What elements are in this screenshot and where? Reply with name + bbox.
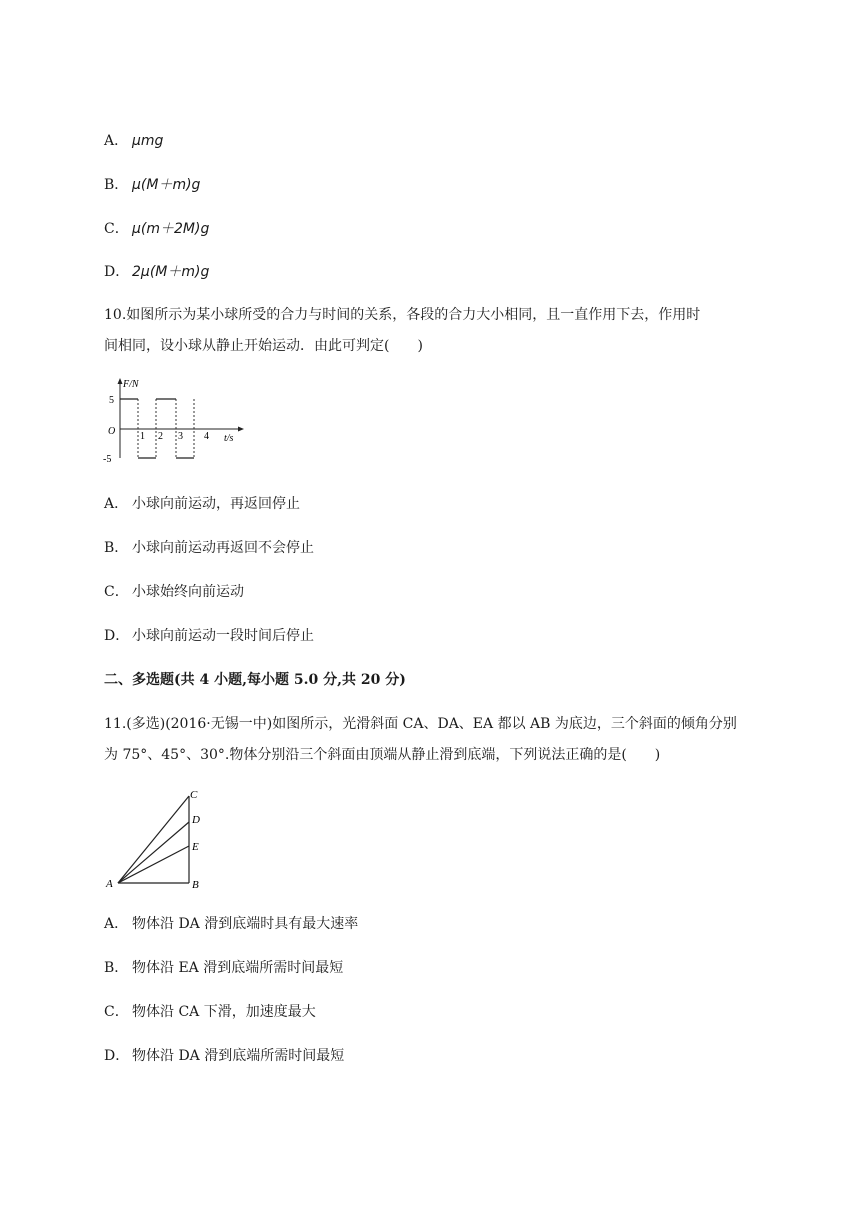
option-text: 小球向前运动，再返回停止 bbox=[132, 496, 300, 512]
y-axis-arrow bbox=[118, 378, 123, 384]
option-text: μmg bbox=[132, 133, 164, 149]
option-text: μ(M＋m)g bbox=[132, 177, 201, 193]
incline-lines bbox=[118, 796, 189, 883]
option-label: C． bbox=[104, 221, 129, 237]
option-label: C． bbox=[104, 584, 129, 600]
x-tick-label: 2 bbox=[158, 431, 163, 442]
option-text: 物体沿 EA 滑到底端所需时间最短 bbox=[132, 960, 344, 976]
point-b-label: B bbox=[192, 879, 199, 891]
option-text: 物体沿 DA 滑到底端时具有最大速率 bbox=[132, 916, 359, 932]
option-label: B． bbox=[104, 960, 129, 976]
option-text: 2μ(M＋m)g bbox=[132, 264, 210, 280]
q11-option-a bbox=[104, 914, 358, 934]
q11-option-b bbox=[104, 958, 343, 978]
q11-option-d bbox=[104, 1046, 344, 1066]
q9-option-b bbox=[104, 175, 200, 195]
option-text: 小球向前运动再返回不会停止 bbox=[132, 540, 314, 556]
option-label: D． bbox=[104, 628, 130, 644]
q11-option-c bbox=[104, 1002, 316, 1022]
point-c-label: C bbox=[190, 789, 198, 801]
y-tick-pos-label: 5 bbox=[109, 395, 114, 406]
x-tick-label: 3 bbox=[178, 431, 183, 442]
x-axis-label: t/s bbox=[224, 433, 234, 444]
x-tick-label: 4 bbox=[204, 431, 209, 442]
q10-stem-line2: 间相同，设小球从静止开始运动．由此可判定( ) bbox=[104, 338, 423, 354]
point-a-label: A bbox=[106, 878, 113, 890]
q10-force-time-figure bbox=[100, 374, 250, 466]
q10-stem-line1: 10.如图所示为某小球所受的合力与时间的关系，各段的合力大小相同，且一直作用下去，作用时 bbox=[104, 307, 701, 323]
option-label: B． bbox=[104, 540, 129, 556]
x-axis-arrow bbox=[238, 427, 244, 432]
incline-da bbox=[118, 822, 189, 883]
origin-label: O bbox=[108, 426, 116, 437]
option-label: A． bbox=[104, 133, 129, 149]
q11-stem-line2: 为 75°、45°、30°.物体分别沿三个斜面由顶端从静止滑到底端，下列说法正确的是( ) bbox=[104, 747, 661, 763]
q9-option-c bbox=[104, 219, 209, 239]
q10-option-b bbox=[104, 538, 314, 558]
q10-option-a bbox=[104, 494, 300, 514]
option-label: A． bbox=[104, 916, 129, 932]
q11-stem-line1: 11.(多选)(2016·无锡一中)如图所示，光滑斜面 CA、DA、EA 都以 AB 为底边，三个斜面的倾角分别 bbox=[104, 716, 737, 732]
x-tick-label: 1 bbox=[140, 431, 145, 442]
point-e-label: E bbox=[192, 841, 199, 853]
q10-option-d bbox=[104, 626, 314, 646]
incline-ca bbox=[118, 796, 189, 883]
option-label: D． bbox=[104, 264, 130, 280]
section-heading: 二、多选题(共 4 小题,每小题 5.0 分,共 20 分) bbox=[104, 672, 406, 688]
point-d-label: D bbox=[192, 814, 200, 826]
option-text: 小球向前运动一段时间后停止 bbox=[132, 628, 314, 644]
option-label: C． bbox=[104, 1004, 129, 1020]
y-axis-label: F/N bbox=[123, 379, 139, 390]
q11-inclined-planes-figure bbox=[100, 786, 220, 894]
option-label: B． bbox=[104, 177, 129, 193]
incline-ea bbox=[118, 846, 189, 883]
y-tick-neg-label: -5 bbox=[103, 454, 112, 465]
q9-option-d bbox=[104, 262, 209, 282]
option-text: μ(m＋2M)g bbox=[132, 221, 210, 237]
option-text: 物体沿 CA 下滑，加速度最大 bbox=[132, 1004, 316, 1020]
option-text: 物体沿 DA 滑到底端所需时间最短 bbox=[132, 1048, 345, 1064]
q10-option-c bbox=[104, 582, 244, 602]
option-label: A． bbox=[104, 496, 129, 512]
option-label: D． bbox=[104, 1048, 130, 1064]
q9-option-a bbox=[104, 131, 163, 151]
option-text: 小球始终向前运动 bbox=[132, 584, 244, 600]
